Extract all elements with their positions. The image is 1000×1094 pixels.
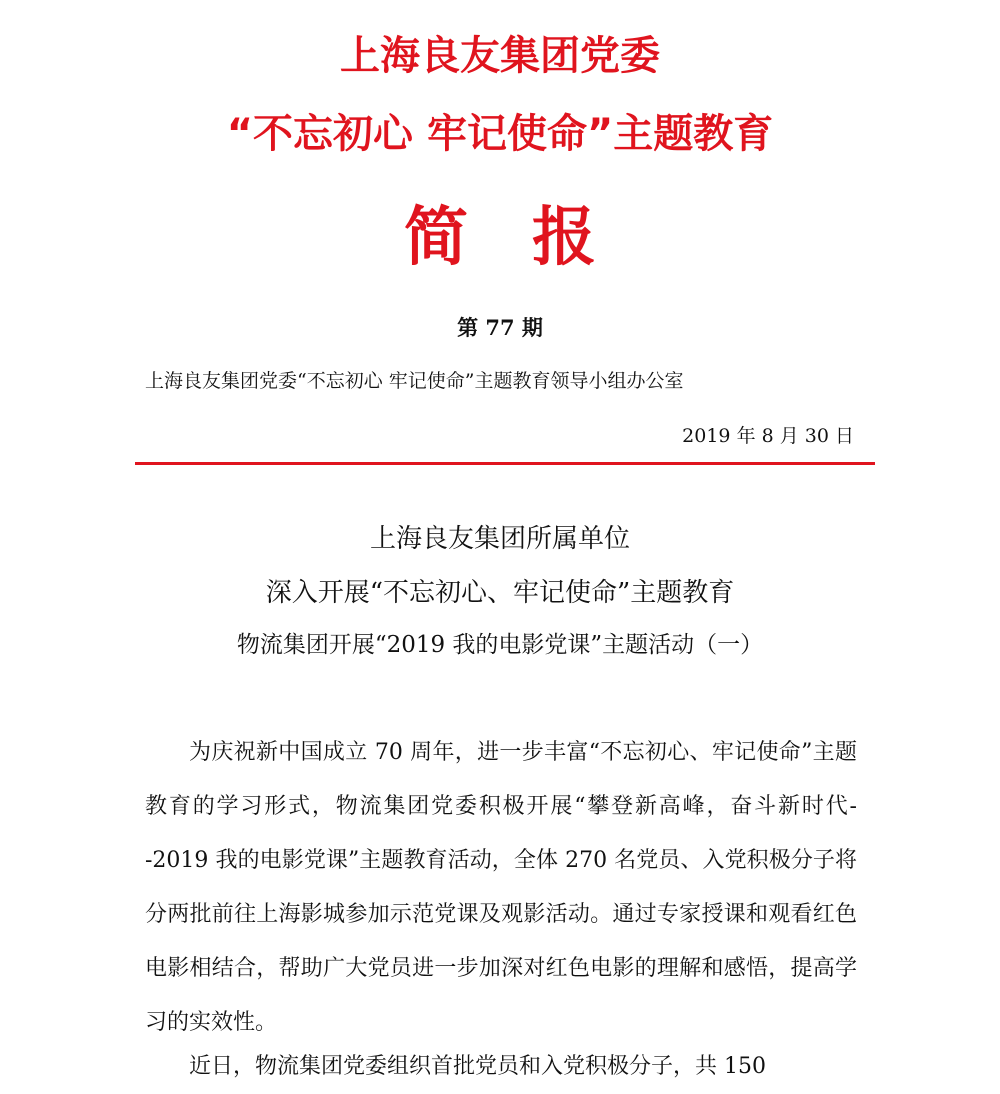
article-heading-1: 上海良友集团所属单位 <box>369 524 630 554</box>
article-paragraph-2: 近日，物流集团党委组织首批党员和入党积极分子，共 150 <box>189 1054 766 1079</box>
bulletin-char-1: 简 <box>404 201 468 275</box>
masthead-bulletin-title <box>0 196 1000 280</box>
article-paragraph-1: 为庆祝新中国成立 70 周年，进一步丰富“不忘初心、牢记使命”主题教育的学习形式，物流集团党委积极开展“攀登新高峰，奋斗新时代--2019 我的电影党课”主题教育活动，全体 270 名党员、入党积极分子将分两批前往上海影城参加示范党课及观影活动。通过专家授课和观看红色电影相结合，帮助广大党员进一步加深对红色电影的理解和感悟，提高学习的实效性。 <box>145 740 857 1035</box>
issuing-office: 上海良友集团党委“不忘初心 牢记使命”主题教育领导小组办公室 <box>145 370 684 392</box>
issue-number: 第 77 期 <box>457 315 543 340</box>
masthead-theme-title: “不忘初心 牢记使命”主题教育 <box>226 111 774 157</box>
red-divider <box>135 462 875 465</box>
masthead-org-title: 上海良友集团党委 <box>340 33 660 79</box>
bulletin-char-2: 报 <box>532 201 596 275</box>
issue-date: 2019 年 8 月 30 日 <box>682 425 854 447</box>
article-heading-2: 深入开展“不忘初心、牢记使命”主题教育 <box>265 578 735 608</box>
article-heading-3: 物流集团开展“2019 我的电影党课”主题活动（一） <box>236 632 764 658</box>
